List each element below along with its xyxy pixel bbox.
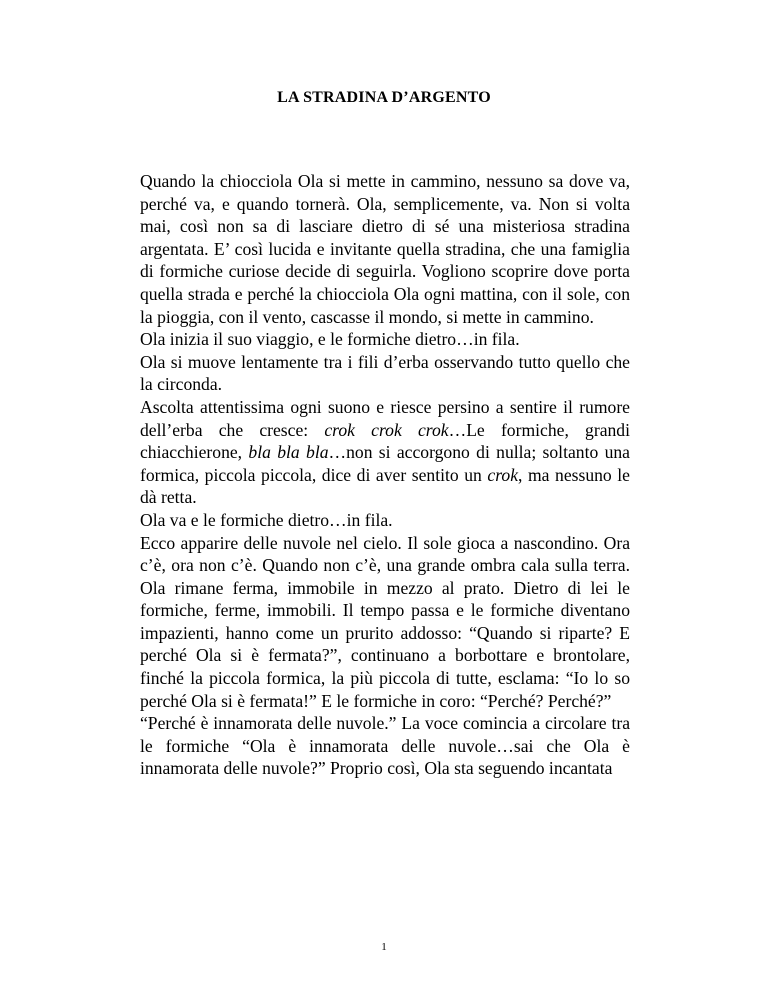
para-grass — [140, 351, 630, 396]
page-number: 1 — [381, 941, 387, 953]
document-title: LA STRADINA D’ARGENTO — [277, 89, 491, 106]
italic-text: crok crok crok — [324, 419, 449, 440]
text-segment: Ola inizia il suo viaggio, e le formiche dietro…in fila. — [140, 329, 520, 350]
document-body — [140, 170, 630, 780]
text-segment: Ascolta attentissima ogni suono e riesce persino a sentire il rumore dell’erba che cresce: — [140, 396, 630, 440]
italic-text: bla bla bla — [248, 442, 329, 463]
text-segment: Ola si muove lentamente tra i fili d’erba osservando tutto quello che la circonda. — [140, 351, 630, 395]
text-segment: …non si accorgono di nulla; soltanto una formica, piccola piccola, dice di aver sentito un — [140, 442, 630, 485]
text-segment: Ecco apparire delle nuvole nel cielo. Il sole gioca a nascondino. Ora c’è, ora non c’è. Quando non c’è, una grande ombra cala sulla terra. Ola rimane ferma, immobile in mezzo al prato. Dietro di lei le formiche, ferme, immobili. Il tempo passa e le formiche diventano impazienti, hanno come un prurito addosso: “Quando si riparte? E perché Ola si è fermata?”, continuano a borbottare e brontolare, finché la piccola formica, la più piccola di tutte, esclama: “Io lo so perché Ola si è fermata!” E le formiche in coro: “Perché? Perché?” — [140, 532, 630, 711]
para-in-love — [140, 712, 630, 780]
para-clouds — [140, 532, 630, 713]
para-journey-start — [140, 328, 630, 351]
para-follow — [140, 509, 630, 532]
text-segment: Quando la chiocciola Ola si mette in cammino, nessuno sa dove va, perché va, e quando tornerà. Ola, semplicemente, va. Non si volta mai, così non sa di lasciare dietro di sé una misteriosa stradina argentata. E’ così lucida e invitante quella stradina, che una famiglia di formiche curiose decide di seguirla. Vogliono scoprire dove porta quella strada e perché la chiocciola Ola ogni mattina, con il sole, con la pioggia, con il vento, cascasse il mondo, si mette in cammino. — [140, 171, 630, 327]
para-intro — [140, 170, 630, 328]
para-listen — [140, 396, 630, 509]
italic-text: crok — [487, 464, 519, 485]
text-segment: …Le formiche, grandi chiacchierone, — [140, 419, 630, 463]
text-segment: Ola va e le formiche dietro…in fila. — [140, 509, 393, 530]
text-segment: “Perché è innamorata delle nuvole.” La voce comincia a circolare tra le formiche “Ola è innamorata delle nuvole…sai che Ola è innamorata delle nuvole?” Proprio così, Ola sta seguendo incantata — [140, 713, 630, 779]
text-segment: , ma nessuno le dà retta. — [140, 464, 630, 508]
